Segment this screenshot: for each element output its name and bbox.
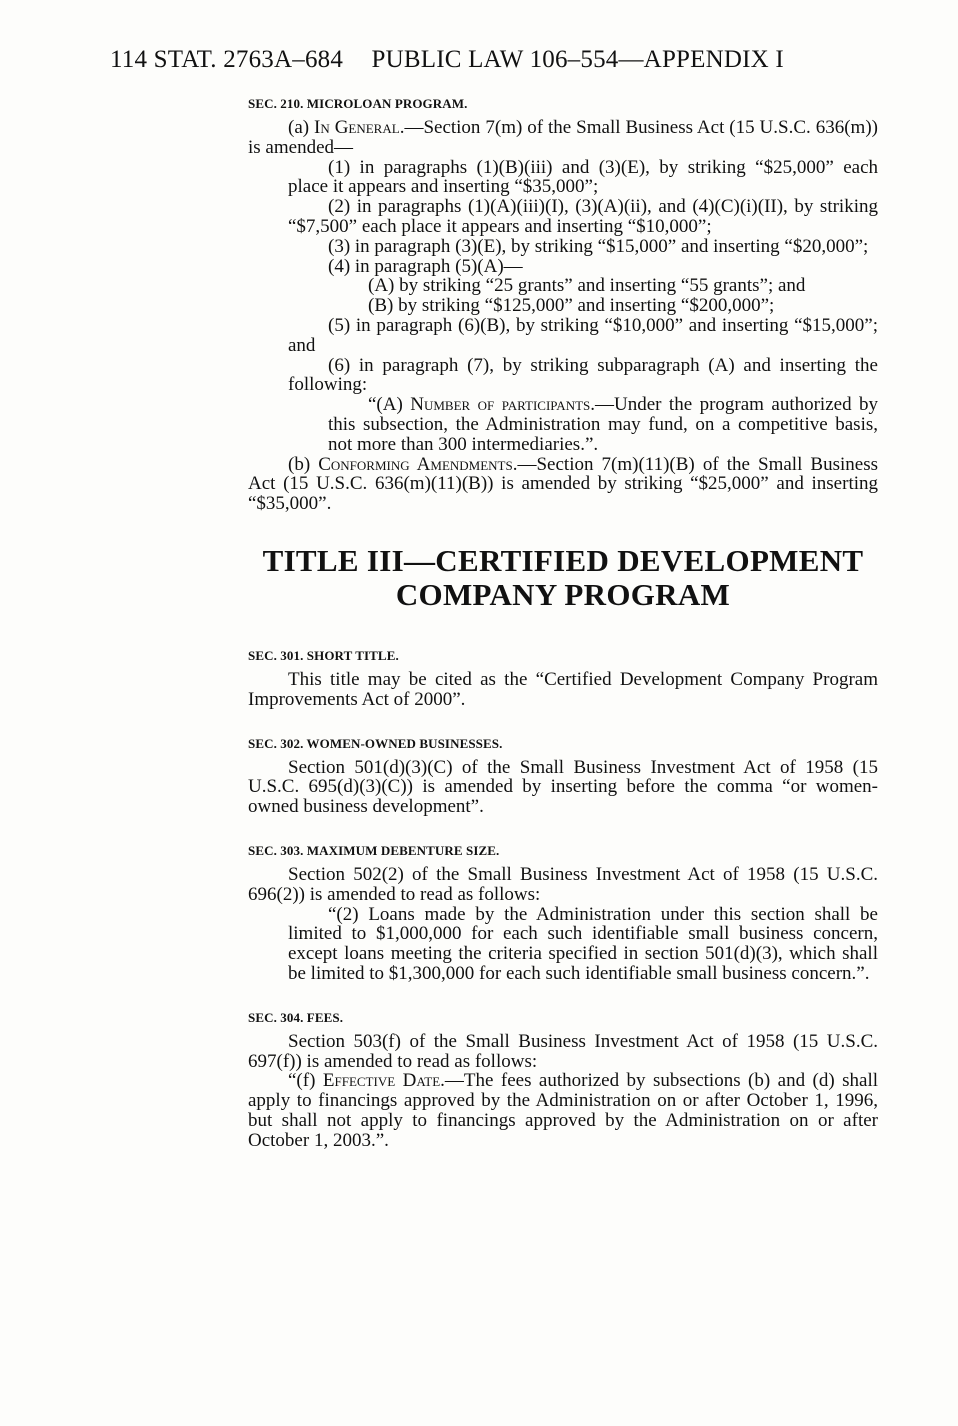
quote-lead: “(f) xyxy=(288,1070,323,1092)
section-304-quote xyxy=(248,1071,878,1150)
subparagraph-4A: (A) by striking “25 grants” and inserting “55 grants”; and xyxy=(368,275,806,297)
section-301-text: This title may be cited as the “Certified Development Company Program Improvements Act of 2000”. xyxy=(248,668,878,710)
subsection-b-lead: (b) xyxy=(288,453,319,475)
section-heading-302: SEC. 302. WOMEN-OWNED BUSINESSES. xyxy=(248,735,503,751)
inserted-text-block xyxy=(248,395,878,454)
quote-text: .—The fees authorized by subsections (b) and (d) shall apply to financings approved by the Administration on or after October 1, 1996, but shall not apply to financings approved by the Administration on or after October 1, 2003.”. xyxy=(248,1070,879,1151)
section-304-text: Section 503(f) of the Small Business Investment Act of 1958 (15 U.S.C. 697(f)) is amended to read as follows: xyxy=(248,1030,878,1072)
paragraph-3: (3) in paragraph (3)(E), by striking “$15,000” and inserting “$20,000”; xyxy=(328,235,869,257)
statute-citation: 114 STAT. 2763A–684 xyxy=(110,46,344,73)
paragraph-1: (1) in paragraphs (1)(B)(iii) and (3)(E), by striking “$25,000” each place it appears and inserting “$35,000”; xyxy=(288,156,878,198)
quote-caption: Effective Date xyxy=(322,1070,441,1092)
title-heading xyxy=(248,544,878,612)
title-line-1: TITLE III—CERTIFIED DEVELOPMENT xyxy=(262,542,864,578)
section-heading-301: SEC. 301. SHORT TITLE. xyxy=(248,647,399,663)
paragraph-4: (4) in paragraph (5)(A)— xyxy=(328,255,523,277)
quote-lead: “(A) xyxy=(368,394,411,416)
section-303-text: Section 502(2) of the Small Business Investment Act of 1958 (15 U.S.C. 696(2)) is amended to read as follows: xyxy=(248,863,878,905)
title-line-2: COMPANY PROGRAM xyxy=(395,576,731,612)
quoted-subparagraph-A xyxy=(328,395,878,454)
section-heading-303: SEC. 303. MAXIMUM DEBENTURE SIZE. xyxy=(248,842,500,858)
paragraph-5: (5) in paragraph (6)(B), by striking “$10,000” and inserting “$15,000”; and xyxy=(288,314,878,356)
subsection-a-lead: (a) xyxy=(288,117,315,138)
subsection-b xyxy=(248,455,878,514)
subsection-a xyxy=(248,118,878,158)
subsection-a-text: .—Section 7(m) of the Small Business Act (15 U.S.C. 636(m)) is amended— xyxy=(248,117,878,158)
subsection-a-caption: In General xyxy=(314,117,400,138)
spacer xyxy=(248,710,878,736)
section-302-text: Section 501(d)(3)(C) of the Small Business Investment Act of 1958 (15 U.S.C. 695(d)(3)(C)) is amended by inserting before the comma “or women-owned business development”. xyxy=(248,756,878,818)
section-heading-304: SEC. 304. FEES. xyxy=(248,1009,344,1025)
subparagraph-4B: (B) by striking “$125,000” and inserting “$200,000”; xyxy=(368,295,775,317)
running-header xyxy=(110,46,784,74)
quote-text: .—Under the program authorized by this subsection, the Administration may fund, on a competitive basis, not more than 300 intermediaries.”. xyxy=(328,394,879,455)
subsection-b-caption: Conforming Amendments xyxy=(318,453,513,475)
section-heading-210: SEC. 210. MICROLOAN PROGRAM. xyxy=(248,96,468,111)
document-body xyxy=(248,96,878,1150)
public-law-label: PUBLIC LAW 106–554—APPENDIX I xyxy=(371,46,784,73)
subsection-b-text: .—Section 7(m)(11)(B) of the Small Business Act (15 U.S.C. 636(m)(11)(B)) is amended by striking “$25,000” and inserting “$35,000”. xyxy=(248,453,878,515)
spacer xyxy=(248,817,878,843)
spacer xyxy=(248,984,878,1010)
paragraph-2: (2) in paragraphs (1)(A)(iii)(I), (3)(A)(ii), and (4)(C)(i)(II), by striking “$7,500” each place it appears and inserting “$10,000”; xyxy=(288,196,878,237)
paragraph-6: (6) in paragraph (7), by striking subparagraph (A) and inserting the following: xyxy=(288,354,878,396)
quote-caption: Number of participants xyxy=(410,394,591,416)
section-303-quote: “(2) Loans made by the Administration under this section shall be limited to $1,000,000 for each such identifiable small business concern, except loans meeting the criteria specified in section 501(d)(3), which shall be limited to $1,300,000 for each such identifiable small business concern.”. xyxy=(288,903,878,984)
